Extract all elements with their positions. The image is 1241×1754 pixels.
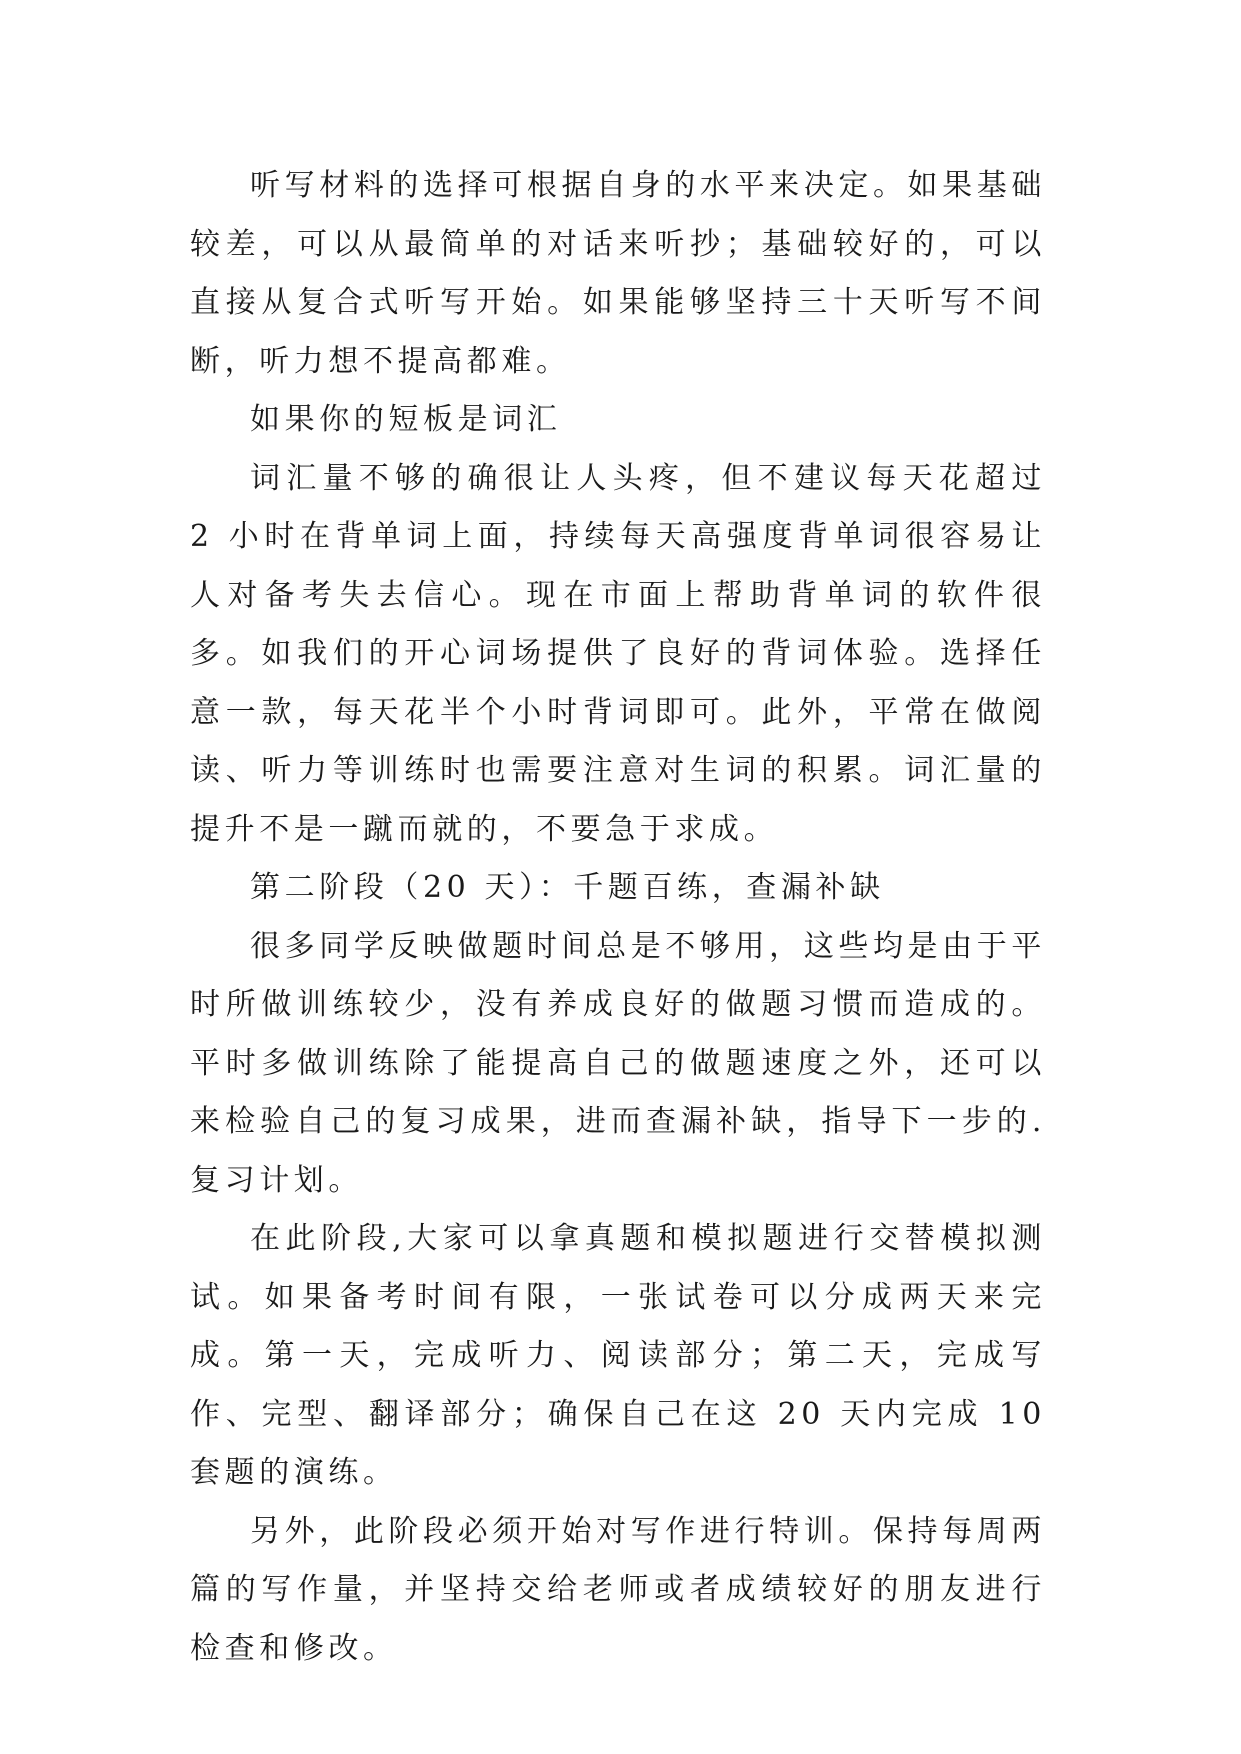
- heading-vocabulary-weakness: 如果你的短板是词汇: [250, 402, 562, 437]
- paragraph-practice-importance: 很多同学反映做题时间总是不够用，这些均是由于平时所做训练较少，没有养成良好的做题习惯而造成的。平时多做训练除了能提高自己的做题速度之外，还可以来检验自己的复习成果，进而查漏补缺，指导下一步的.复习计划。: [190, 928, 1046, 1198]
- paragraph-mock-tests: 在此阶段,大家可以拿真题和模拟题进行交替模拟测试。如果备考时间有限，一张试卷可以分成两天来完成。第一天，完成听力、阅读部分；第二天，完成写作、完型、翻译部分；确保自己在这 20 天内完成 10 套题的演练。: [190, 1221, 1046, 1490]
- paragraph-writing-training: 另外，此阶段必须开始对写作进行特训。保持每周两篇的写作量，并坚持交给老师或者成绩较好的朋友进行检查和修改。: [190, 1513, 1046, 1666]
- heading-stage-two: 第二阶段（20 天）：千题百练，查漏补缺: [250, 870, 885, 905]
- document-body: [190, 157, 1046, 1678]
- paragraph-dictation-material: 听写材料的选择可根据自身的水平来决定。如果基础较差，可以从最简单的对话来听抄；基础较好的，可以直接从复合式听写开始。如果能够坚持三十天听写不间断，听力想不提高都难。: [190, 168, 1046, 379]
- paragraph-vocabulary-advice: 词汇量不够的确很让人头疼，但不建议每天花超过 2 小时在背单词上面，持续每天高强度背单词很容易让人对备考失去信心。现在市面上帮助背单词的软件很多。如我们的开心词场提供了良好的背词体验。选择任意一款，每天花半个小时背词即可。此外，平常在做阅读、听力等训练时也需要注意对生词的积累。词汇量的提升不是一蹴而就的，不要急于求成。: [190, 460, 1046, 847]
